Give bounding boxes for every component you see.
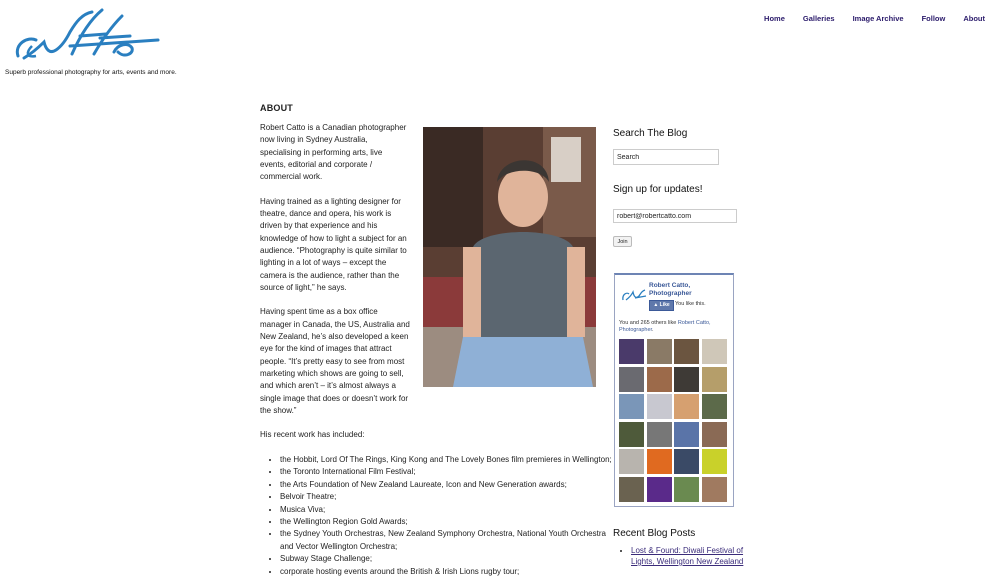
list-item: • the Arts Foundation of New Zealand Laureate, Icon and New Generation awards;	[280, 479, 620, 491]
search-input[interactable]	[613, 149, 719, 165]
join-button[interactable]: Join	[613, 236, 632, 247]
avatar[interactable]	[647, 339, 672, 364]
fb-page-name[interactable]: Robert Catto, Photographer	[649, 282, 692, 297]
avatar[interactable]	[702, 367, 727, 392]
list-item: • the Sydney Youth Orchestras, New Zealand Symphony Orchestra, National Youth Orchestra and Vector Wellington Orchestra;	[280, 528, 620, 553]
portrait-photo	[423, 127, 596, 387]
facebook-like-box	[614, 273, 734, 507]
avatar[interactable]	[619, 367, 644, 392]
nav-about[interactable]: About	[963, 14, 985, 23]
about-paragraph: Having trained as a lighting designer for theatre, dance and opera, his work is driven by that experience and his knowledge of how to light a subject for an audience. “Photography is quite similar to lighting in a lot of ways – except the camera is the audience, rather than the source of light,” he says.	[260, 196, 407, 292]
fb-friend-faces	[619, 339, 731, 502]
avatar[interactable]	[674, 339, 699, 364]
list-item: • Subway Stage Challenge;	[280, 553, 620, 565]
list-item: • Belvoir Theatre;	[280, 491, 620, 503]
avatar[interactable]	[702, 394, 727, 419]
avatar[interactable]	[674, 477, 699, 502]
avatar[interactable]	[619, 477, 644, 502]
fb-others-prefix: You and 265 others like	[619, 320, 678, 326]
avatar[interactable]	[619, 449, 644, 474]
about-paragraph: Robert Catto is a Canadian photographer now living in Sydney Australia, specialising in performing arts, live events, editorial and corporate / commercial work.	[260, 123, 407, 182]
avatar[interactable]	[647, 394, 672, 419]
avatar[interactable]	[647, 422, 672, 447]
list-item: • the Wellington Region Gold Awards;	[280, 516, 620, 528]
fb-you-like: You like this.	[675, 301, 706, 307]
signup-heading: Sign up for updates!	[613, 184, 703, 195]
nav-image-archive[interactable]: Image Archive	[852, 14, 904, 23]
avatar[interactable]	[619, 394, 644, 419]
fb-others-link[interactable]: Robert Catto, Photographer	[619, 320, 711, 333]
avatar[interactable]	[674, 394, 699, 419]
main-nav	[746, 14, 985, 23]
nav-galleries[interactable]: Galleries	[802, 14, 835, 23]
list-item: • the Toronto International Film Festival;	[280, 466, 620, 478]
avatar[interactable]	[702, 422, 727, 447]
avatar[interactable]	[647, 367, 672, 392]
fb-like-button[interactable]	[649, 300, 674, 311]
avatar[interactable]	[702, 449, 727, 474]
site-tagline: Superb professional photography for arts, events and more.	[5, 69, 177, 76]
site-logo[interactable]	[10, 6, 160, 64]
avatar[interactable]	[647, 477, 672, 502]
fb-others-like	[619, 320, 731, 334]
nav-home[interactable]: Home	[764, 14, 785, 23]
page-logo-thumbnail[interactable]	[621, 288, 647, 302]
about-paragraph: Having spent time as a box office manager in Canada, the US, Australia and New Zealand, he’s also developed a keen eye for the kind of images that attract people. “It’s pretty easy to see from most marketing which shows are going to sell, and which aren’t – it’s almost always a single image that does or doesn’t work for the show.”	[260, 307, 410, 415]
avatar[interactable]	[619, 339, 644, 364]
nav-follow[interactable]: Follow	[921, 14, 946, 23]
thumbs-up-icon: ▲	[653, 302, 659, 308]
avatar[interactable]	[647, 449, 672, 474]
list-item: • corporate hosting events around the British & Irish Lions rugby tour;	[280, 566, 620, 578]
recent-post-link[interactable]: Lost & Found: Diwali Festival of Lights, Wellington New Zealand	[631, 546, 744, 566]
fb-others-suffix: .	[652, 327, 654, 333]
avatar[interactable]	[674, 422, 699, 447]
list-item: • the Hobbit, Lord Of The Rings, King Kong and The Lovely Bones film premieres in Wellington;	[280, 454, 620, 466]
recent-work-list	[260, 454, 620, 578]
search-heading: Search The Blog	[613, 128, 688, 139]
sidebar	[613, 128, 743, 139]
avatar[interactable]	[674, 367, 699, 392]
avatar[interactable]	[702, 477, 727, 502]
fb-like-label: Like	[659, 302, 670, 308]
recent-work-intro: His recent work has included:	[260, 430, 365, 440]
list-item: • Musica Viva;	[280, 504, 620, 516]
email-field[interactable]	[613, 209, 737, 223]
page-title: ABOUT	[260, 103, 293, 113]
recent-posts-heading: Recent Blog Posts	[613, 528, 696, 539]
avatar[interactable]	[619, 422, 644, 447]
avatar[interactable]	[674, 449, 699, 474]
avatar[interactable]	[702, 339, 727, 364]
